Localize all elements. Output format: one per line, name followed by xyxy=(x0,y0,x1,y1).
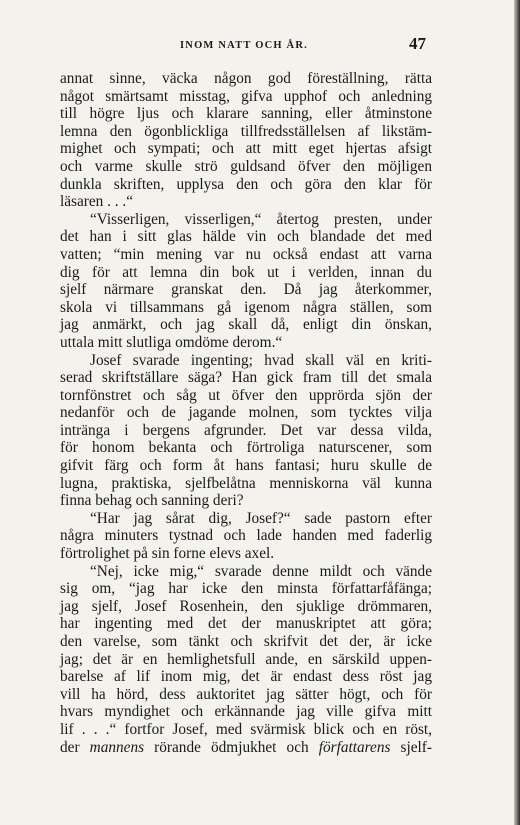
text-run: sjelf- xyxy=(390,738,432,756)
text-line: sjelf närmare granskat den. Då jag återkommer, xyxy=(60,281,432,299)
text-line: tornfönstret och såg ut öfver den upprörda sjön der xyxy=(60,386,432,404)
text-line: sig om, “jag har icke den minsta författarfåfänga; xyxy=(60,580,432,598)
text-line: läsaren . . .“ xyxy=(60,193,134,211)
text-line: uttala mitt slutliga omdöme derom.“ xyxy=(60,333,283,351)
text-line: några minuters tystnad och lade handen med faderlig xyxy=(60,527,432,545)
text-run: der xyxy=(60,738,90,756)
text-line: dunkla skriften, upplysa den och göra den klar för xyxy=(60,175,432,193)
text-line: jag sjelf, Josef Rosenhein, den sjuklige drömmaren, xyxy=(60,597,432,615)
text-run: rörande ödmjukhet och xyxy=(144,738,319,756)
text-line: mighet och sympati; och att mitt eget hjertas afsigt xyxy=(60,140,432,158)
text-line: “Har jag sårat dig, Josef?“ sade pastorn efter xyxy=(90,509,432,527)
italic-word: författarens xyxy=(318,738,391,756)
text-line: annat sinne, väcka någon god föreställning, rätta xyxy=(60,70,432,87)
text-line: den varelse, som tänkt och skrifvit det der, är icke xyxy=(60,633,432,650)
text-line: skola vi tillsammans gå igenom några ställen, som xyxy=(60,298,432,316)
text-line-last xyxy=(60,739,432,757)
text-line: dig för att lemna din bok ut i verlden, innan du xyxy=(60,263,432,281)
running-head: INOM NATT OCH ÅR. xyxy=(180,40,308,51)
text-line: “Visserligen, visserligen,“ återtog presten, under xyxy=(90,210,432,228)
text-line: vatten; “min mening var nu också endast att varna xyxy=(60,245,432,263)
text-line: det han i sitt glas hälde vin och blandade det med xyxy=(60,228,432,246)
page-binding-edge xyxy=(514,0,520,825)
text-line: har ingenting med det der manuskriptet att göra; xyxy=(60,615,432,633)
text-line: barelse af lif inom mig, det är endast dess röst jag xyxy=(60,668,432,686)
text-line: för honom bekanta och förtroliga naturscener, som xyxy=(60,439,432,457)
italic-word: mannens xyxy=(89,738,145,756)
text-line: nedanför och de jagande molnen, som tycktes vilja xyxy=(60,404,432,422)
text-line: till högre ljus och klarare sanning, eller åtminstone xyxy=(60,105,432,123)
text-line: intränga i bergens afgrunder. Det var dessa vilda, xyxy=(60,421,432,439)
text-line: lemna den ögonblickliga tillfredsställelsen af likstäm- xyxy=(60,122,432,140)
text-line: hvars myndighet och erkännande jag ville gifva mitt xyxy=(60,703,432,721)
text-line: finna behag och sanning deri? xyxy=(60,492,244,510)
text-line: jag; det är en hemlighetsfull ande, en särskild uppen- xyxy=(60,650,432,668)
page-header xyxy=(60,34,426,58)
text-line: jag anmärkt, och jag skall då, enligt din önskan, xyxy=(60,316,432,334)
text-line: vill ha hörd, dess auktoritet jag sätter högt, och för xyxy=(60,685,432,703)
text-line: Josef svarade ingenting; hvad skall väl en kriti- xyxy=(90,351,432,369)
text-line: “Nej, icke mig,“ svarade denne mildt och vände xyxy=(90,562,432,580)
text-line: gifvit färg och form åt hans fantasi; huru skulle de xyxy=(60,457,432,475)
body-text xyxy=(60,70,432,756)
text-line: lif . . .“ fortfor Josef, med svärmisk blick och en röst, xyxy=(60,720,432,738)
text-line: serad skriftställare säga? Han gick fram till det smala xyxy=(60,369,432,387)
text-line: något smärtsamt misstag, gifva upphof och anledning xyxy=(60,87,432,105)
text-line: och varme skulle strö guldsand öfver den möjligen xyxy=(60,157,432,175)
page-number: 47 xyxy=(409,34,426,53)
text-line: förtrolighet på sin forne elevs axel. xyxy=(60,545,275,563)
text-line: lugna, praktiska, sjelfbelåtna menniskorna väl kunna xyxy=(60,474,432,492)
